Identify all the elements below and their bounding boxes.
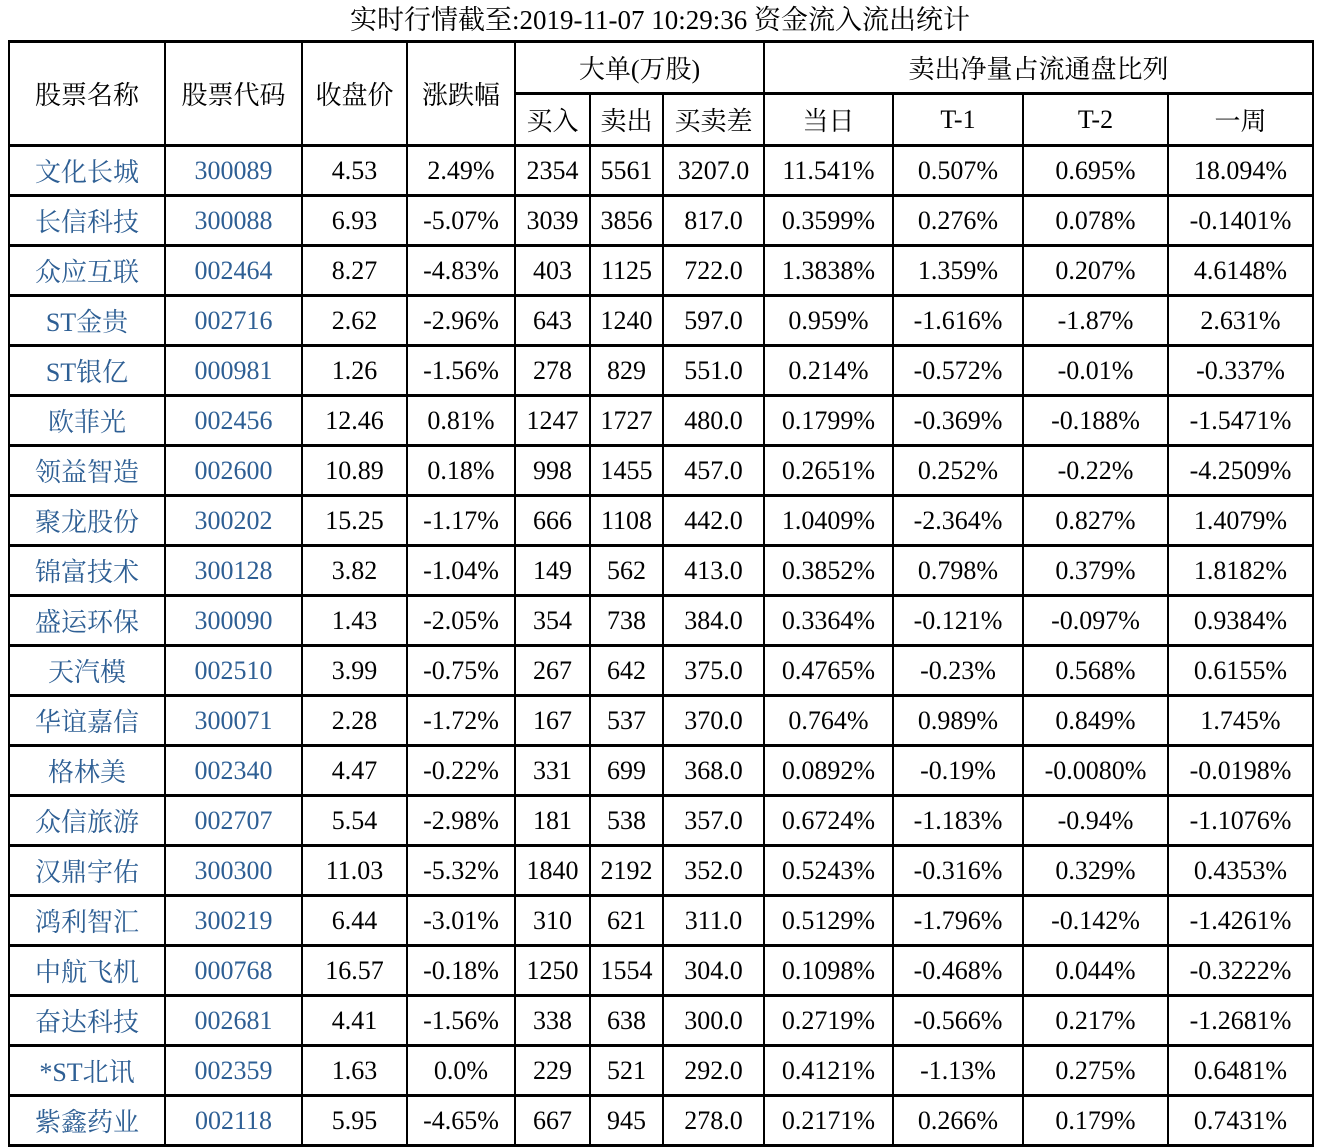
t1-cell: 0.276%	[893, 196, 1023, 246]
week-cell: -0.3222%	[1168, 946, 1313, 996]
buy-cell: 338	[515, 996, 590, 1046]
table-row	[9, 846, 1313, 896]
today-cell: 1.3838%	[764, 246, 893, 296]
change-cell: -2.98%	[407, 796, 515, 846]
t1-cell: -0.316%	[893, 846, 1023, 896]
t1-cell: 1.359%	[893, 246, 1023, 296]
t1-cell: -0.23%	[893, 646, 1023, 696]
col-header-today: 当日	[764, 94, 893, 146]
today-cell: 0.214%	[764, 346, 893, 396]
week-cell: -1.2681%	[1168, 996, 1313, 1046]
name-cell: 奋达科技	[9, 996, 165, 1046]
name-cell: ST金贵	[9, 296, 165, 346]
diff-cell: 352.0	[663, 846, 764, 896]
week-cell: -1.5471%	[1168, 396, 1313, 446]
table-row	[9, 396, 1313, 446]
t2-cell: -0.94%	[1023, 796, 1168, 846]
table-row	[9, 446, 1313, 496]
page-title: 实时行情截至:2019-11-07 10:29:36 资金流入流出统计	[350, 5, 970, 35]
today-cell: 0.1098%	[764, 946, 893, 996]
today-cell: 0.3364%	[764, 596, 893, 646]
change-cell: -5.32%	[407, 846, 515, 896]
t2-cell: -0.188%	[1023, 396, 1168, 446]
sell-cell: 3856	[590, 196, 663, 246]
buy-cell: 310	[515, 896, 590, 946]
sell-cell: 537	[590, 696, 663, 746]
sell-cell: 1125	[590, 246, 663, 296]
week-cell: -0.1401%	[1168, 196, 1313, 246]
close-cell: 2.28	[302, 696, 407, 746]
t2-cell: 0.207%	[1023, 246, 1168, 296]
sell-cell: 1727	[590, 396, 663, 446]
col-header-close-price: 收盘价	[302, 42, 407, 146]
change-cell: -0.22%	[407, 746, 515, 796]
buy-cell: 403	[515, 246, 590, 296]
table-body	[9, 146, 1313, 1146]
change-cell: -1.17%	[407, 496, 515, 546]
name-cell: 领益智造	[9, 446, 165, 496]
buy-cell: 1840	[515, 846, 590, 896]
t2-cell: 0.695%	[1023, 146, 1168, 196]
col-header-stock-name: 股票名称	[9, 42, 165, 146]
name-cell: ST银亿	[9, 346, 165, 396]
today-cell: 0.4765%	[764, 646, 893, 696]
sell-cell: 829	[590, 346, 663, 396]
sell-cell: 1240	[590, 296, 663, 346]
buy-cell: 229	[515, 1046, 590, 1096]
close-cell: 3.99	[302, 646, 407, 696]
code-cell: 300089	[165, 146, 302, 196]
week-cell: 0.9384%	[1168, 596, 1313, 646]
sell-cell: 5561	[590, 146, 663, 196]
t1-cell: -1.13%	[893, 1046, 1023, 1096]
close-cell: 11.03	[302, 846, 407, 896]
t1-cell: -0.572%	[893, 346, 1023, 396]
diff-cell: 480.0	[663, 396, 764, 446]
week-cell: 0.7431%	[1168, 1096, 1313, 1146]
t2-cell: 0.568%	[1023, 646, 1168, 696]
week-cell: 1.4079%	[1168, 496, 1313, 546]
code-cell: 300219	[165, 896, 302, 946]
code-cell: 002118	[165, 1096, 302, 1146]
buy-cell: 3039	[515, 196, 590, 246]
close-cell: 1.63	[302, 1046, 407, 1096]
code-cell: 300090	[165, 596, 302, 646]
t1-cell: -0.468%	[893, 946, 1023, 996]
col-header-week: 一周	[1168, 94, 1313, 146]
table-row	[9, 346, 1313, 396]
sell-cell: 738	[590, 596, 663, 646]
code-cell: 300128	[165, 546, 302, 596]
week-cell: 0.6155%	[1168, 646, 1313, 696]
name-cell: 格林美	[9, 746, 165, 796]
change-cell: -2.05%	[407, 596, 515, 646]
name-cell: 汉鼎宇佑	[9, 846, 165, 896]
t1-cell: 0.266%	[893, 1096, 1023, 1146]
code-cell: 002681	[165, 996, 302, 1046]
table-row	[9, 596, 1313, 646]
name-cell: 盛运环保	[9, 596, 165, 646]
t1-cell: -1.616%	[893, 296, 1023, 346]
code-cell: 002716	[165, 296, 302, 346]
today-cell: 0.2719%	[764, 996, 893, 1046]
table-row	[9, 746, 1313, 796]
code-cell: 000981	[165, 346, 302, 396]
table-row	[9, 196, 1313, 246]
name-cell: 文化长城	[9, 146, 165, 196]
t2-cell: 0.849%	[1023, 696, 1168, 746]
change-cell: 0.0%	[407, 1046, 515, 1096]
t2-cell: -0.22%	[1023, 446, 1168, 496]
week-cell: -1.1076%	[1168, 796, 1313, 846]
diff-cell: 413.0	[663, 546, 764, 596]
table-row	[9, 946, 1313, 996]
table-header	[9, 42, 1313, 146]
week-cell: 0.4353%	[1168, 846, 1313, 896]
code-cell: 300300	[165, 846, 302, 896]
table-row	[9, 1046, 1313, 1096]
today-cell: 0.3599%	[764, 196, 893, 246]
sell-cell: 699	[590, 746, 663, 796]
week-cell: 2.631%	[1168, 296, 1313, 346]
code-cell: 300202	[165, 496, 302, 546]
name-cell: 锦富技术	[9, 546, 165, 596]
t2-cell: 0.329%	[1023, 846, 1168, 896]
sell-cell: 1554	[590, 946, 663, 996]
close-cell: 4.47	[302, 746, 407, 796]
diff-cell: 457.0	[663, 446, 764, 496]
t2-cell: 0.044%	[1023, 946, 1168, 996]
diff-cell: 551.0	[663, 346, 764, 396]
name-cell: 天汽模	[9, 646, 165, 696]
code-cell: 002600	[165, 446, 302, 496]
col-header-sell: 卖出	[590, 94, 663, 146]
t1-cell: -2.364%	[893, 496, 1023, 546]
diff-cell: 311.0	[663, 896, 764, 946]
today-cell: 0.1799%	[764, 396, 893, 446]
col-group-header-net-sell-ratio: 卖出净量占流通盘比列	[764, 42, 1313, 94]
buy-cell: 2354	[515, 146, 590, 196]
diff-cell: 300.0	[663, 996, 764, 1046]
today-cell: 0.4121%	[764, 1046, 893, 1096]
t1-cell: 0.507%	[893, 146, 1023, 196]
code-cell: 002464	[165, 246, 302, 296]
table-row	[9, 896, 1313, 946]
close-cell: 16.57	[302, 946, 407, 996]
today-cell: 0.959%	[764, 296, 893, 346]
t2-cell: -0.0080%	[1023, 746, 1168, 796]
t2-cell: 0.217%	[1023, 996, 1168, 1046]
close-cell: 5.95	[302, 1096, 407, 1146]
t2-cell: -0.142%	[1023, 896, 1168, 946]
t1-cell: -0.566%	[893, 996, 1023, 1046]
t2-cell: -0.097%	[1023, 596, 1168, 646]
diff-cell: 722.0	[663, 246, 764, 296]
buy-cell: 331	[515, 746, 590, 796]
t1-cell: 0.798%	[893, 546, 1023, 596]
t1-cell: -0.369%	[893, 396, 1023, 446]
name-cell: 众信旅游	[9, 796, 165, 846]
table-row	[9, 696, 1313, 746]
table-row	[9, 246, 1313, 296]
col-header-change-pct: 涨跌幅	[407, 42, 515, 146]
change-cell: -4.65%	[407, 1096, 515, 1146]
t1-cell: -1.183%	[893, 796, 1023, 846]
t2-cell: 0.078%	[1023, 196, 1168, 246]
code-cell: 300071	[165, 696, 302, 746]
diff-cell: 368.0	[663, 746, 764, 796]
col-header-buy: 买入	[515, 94, 590, 146]
close-cell: 4.53	[302, 146, 407, 196]
col-header-t-minus-2: T-2	[1023, 94, 1168, 146]
close-cell: 3.82	[302, 546, 407, 596]
close-cell: 4.41	[302, 996, 407, 1046]
code-cell: 002510	[165, 646, 302, 696]
change-cell: 2.49%	[407, 146, 515, 196]
close-cell: 1.26	[302, 346, 407, 396]
buy-cell: 998	[515, 446, 590, 496]
buy-cell: 167	[515, 696, 590, 746]
diff-cell: 292.0	[663, 1046, 764, 1096]
buy-cell: 1250	[515, 946, 590, 996]
code-cell: 300088	[165, 196, 302, 246]
close-cell: 5.54	[302, 796, 407, 846]
col-header-t-minus-1: T-1	[893, 94, 1023, 146]
name-cell: 中航飞机	[9, 946, 165, 996]
change-cell: -1.56%	[407, 996, 515, 1046]
t2-cell: 0.379%	[1023, 546, 1168, 596]
name-cell: 华谊嘉信	[9, 696, 165, 746]
name-cell: *ST北讯	[9, 1046, 165, 1096]
diff-cell: 375.0	[663, 646, 764, 696]
change-cell: -2.96%	[407, 296, 515, 346]
table-row	[9, 546, 1313, 596]
diff-cell: 304.0	[663, 946, 764, 996]
sell-cell: 2192	[590, 846, 663, 896]
code-cell: 002456	[165, 396, 302, 446]
today-cell: 0.6724%	[764, 796, 893, 846]
buy-cell: 267	[515, 646, 590, 696]
table-row	[9, 646, 1313, 696]
t2-cell: -1.87%	[1023, 296, 1168, 346]
close-cell: 15.25	[302, 496, 407, 546]
week-cell: -0.337%	[1168, 346, 1313, 396]
close-cell: 12.46	[302, 396, 407, 446]
change-cell: -1.56%	[407, 346, 515, 396]
change-cell: -5.07%	[407, 196, 515, 246]
sell-cell: 538	[590, 796, 663, 846]
name-cell: 鸿利智汇	[9, 896, 165, 946]
diff-cell: 370.0	[663, 696, 764, 746]
t1-cell: -0.19%	[893, 746, 1023, 796]
table-row	[9, 296, 1313, 346]
t2-cell: 0.275%	[1023, 1046, 1168, 1096]
today-cell: 0.2171%	[764, 1096, 893, 1146]
code-cell: 000768	[165, 946, 302, 996]
change-cell: -1.04%	[407, 546, 515, 596]
name-cell: 众应互联	[9, 246, 165, 296]
change-cell: -0.18%	[407, 946, 515, 996]
sell-cell: 638	[590, 996, 663, 1046]
buy-cell: 667	[515, 1096, 590, 1146]
today-cell: 11.541%	[764, 146, 893, 196]
col-group-header-large-orders: 大单(万股)	[515, 42, 764, 94]
sell-cell: 1108	[590, 496, 663, 546]
t2-cell: 0.827%	[1023, 496, 1168, 546]
t1-cell: -1.796%	[893, 896, 1023, 946]
sell-cell: 1455	[590, 446, 663, 496]
col-header-stock-code: 股票代码	[165, 42, 302, 146]
change-cell: -1.72%	[407, 696, 515, 746]
name-cell: 聚龙股份	[9, 496, 165, 546]
sell-cell: 562	[590, 546, 663, 596]
col-header-buy-sell-diff: 买卖差	[663, 94, 764, 146]
t1-cell: 0.252%	[893, 446, 1023, 496]
week-cell: 1.745%	[1168, 696, 1313, 746]
table-row	[9, 496, 1313, 546]
table-row	[9, 996, 1313, 1046]
diff-cell: 3207.0	[663, 146, 764, 196]
today-cell: 0.5129%	[764, 896, 893, 946]
diff-cell: 384.0	[663, 596, 764, 646]
week-cell: -1.4261%	[1168, 896, 1313, 946]
buy-cell: 354	[515, 596, 590, 646]
table-row	[9, 146, 1313, 196]
t1-cell: -0.121%	[893, 596, 1023, 646]
table-row	[9, 796, 1313, 846]
week-cell: 1.8182%	[1168, 546, 1313, 596]
sell-cell: 521	[590, 1046, 663, 1096]
t2-cell: 0.179%	[1023, 1096, 1168, 1146]
change-cell: -3.01%	[407, 896, 515, 946]
today-cell: 0.3852%	[764, 546, 893, 596]
code-cell: 002359	[165, 1046, 302, 1096]
diff-cell: 357.0	[663, 796, 764, 846]
today-cell: 0.0892%	[764, 746, 893, 796]
week-cell: -4.2509%	[1168, 446, 1313, 496]
week-cell: 0.6481%	[1168, 1046, 1313, 1096]
name-cell: 欧菲光	[9, 396, 165, 446]
change-cell: 0.18%	[407, 446, 515, 496]
change-cell: 0.81%	[407, 396, 515, 446]
today-cell: 0.5243%	[764, 846, 893, 896]
t2-cell: -0.01%	[1023, 346, 1168, 396]
sell-cell: 642	[590, 646, 663, 696]
close-cell: 2.62	[302, 296, 407, 346]
buy-cell: 643	[515, 296, 590, 346]
buy-cell: 181	[515, 796, 590, 846]
diff-cell: 817.0	[663, 196, 764, 246]
table-row	[9, 1096, 1313, 1146]
close-cell: 6.93	[302, 196, 407, 246]
change-cell: -0.75%	[407, 646, 515, 696]
close-cell: 1.43	[302, 596, 407, 646]
close-cell: 10.89	[302, 446, 407, 496]
close-cell: 8.27	[302, 246, 407, 296]
buy-cell: 1247	[515, 396, 590, 446]
fund-flow-table	[8, 40, 1314, 1147]
diff-cell: 597.0	[663, 296, 764, 346]
week-cell: 4.6148%	[1168, 246, 1313, 296]
name-cell: 长信科技	[9, 196, 165, 246]
sell-cell: 945	[590, 1096, 663, 1146]
name-cell: 紫鑫药业	[9, 1096, 165, 1146]
diff-cell: 278.0	[663, 1096, 764, 1146]
buy-cell: 149	[515, 546, 590, 596]
code-cell: 002707	[165, 796, 302, 846]
diff-cell: 442.0	[663, 496, 764, 546]
buy-cell: 666	[515, 496, 590, 546]
week-cell: 18.094%	[1168, 146, 1313, 196]
today-cell: 0.764%	[764, 696, 893, 746]
buy-cell: 278	[515, 346, 590, 396]
t1-cell: 0.989%	[893, 696, 1023, 746]
week-cell: -0.0198%	[1168, 746, 1313, 796]
sell-cell: 621	[590, 896, 663, 946]
today-cell: 1.0409%	[764, 496, 893, 546]
close-cell: 6.44	[302, 896, 407, 946]
code-cell: 002340	[165, 746, 302, 796]
today-cell: 0.2651%	[764, 446, 893, 496]
change-cell: -4.83%	[407, 246, 515, 296]
